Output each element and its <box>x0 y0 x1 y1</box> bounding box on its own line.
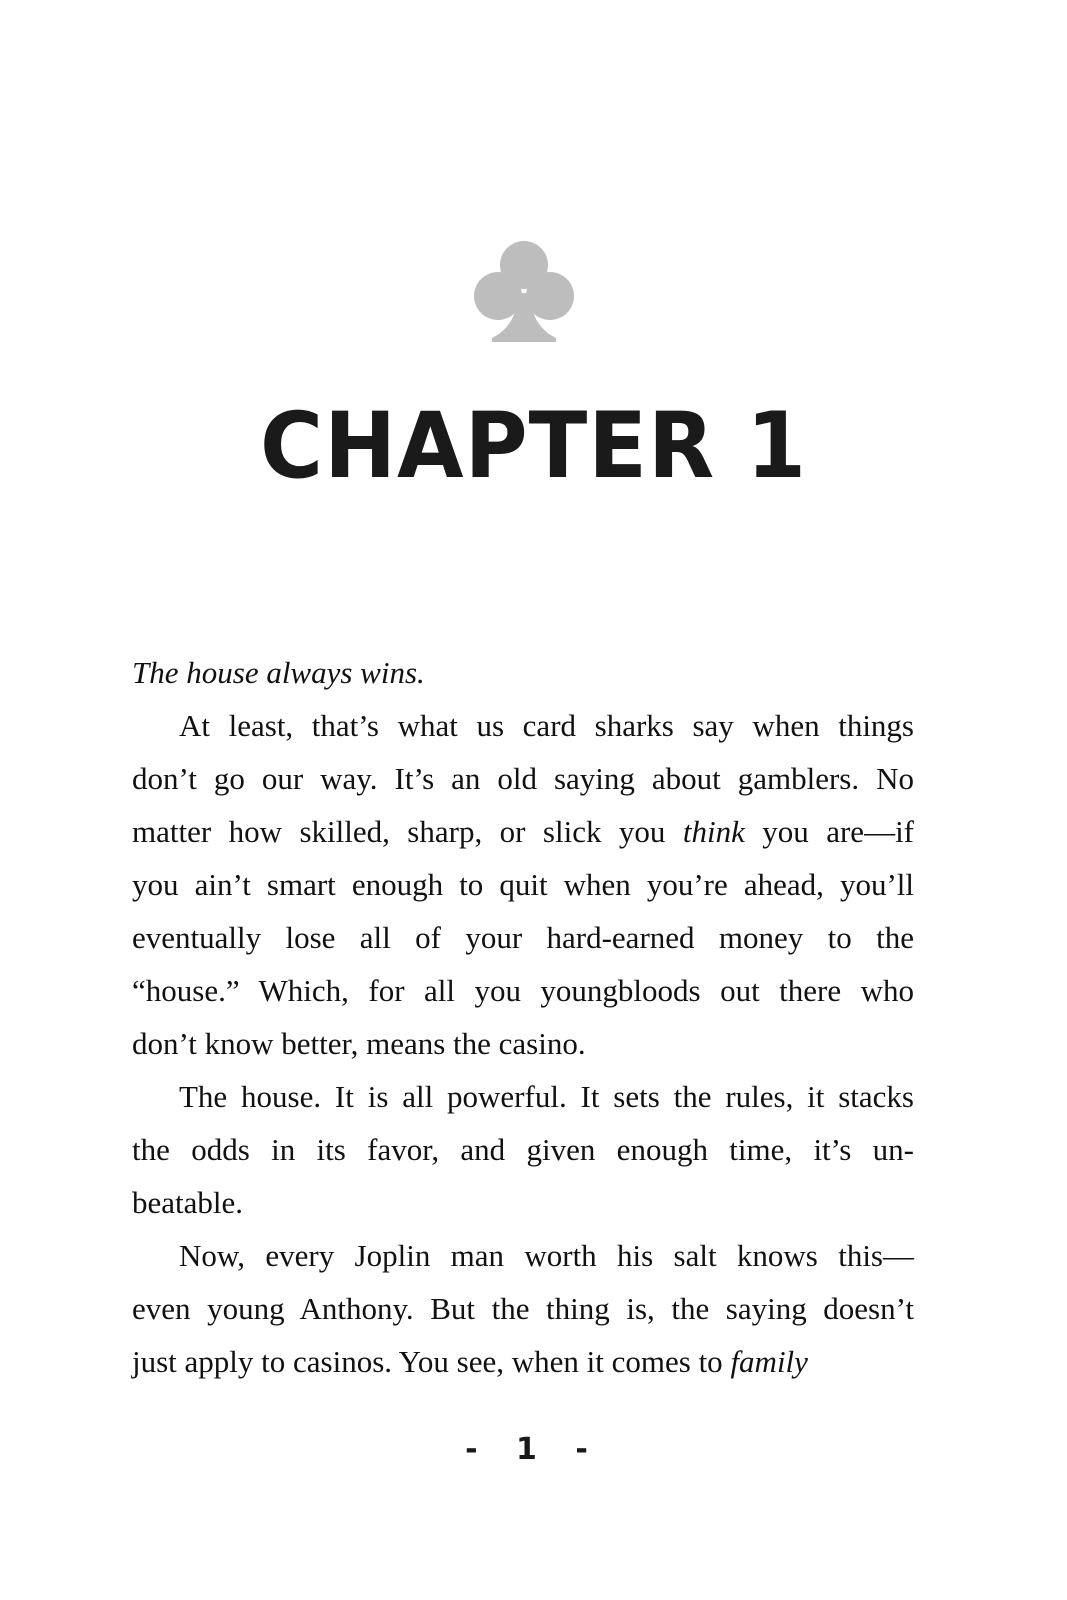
text-line <box>132 805 914 858</box>
page-number: - 1 - <box>465 1432 602 1467</box>
chapter-title: CHAPTER 1 <box>259 393 808 500</box>
text-line: don’t know better, means the casino. <box>132 1026 586 1061</box>
text-line: even young Anthony. But the thing is, the saying doesn’t <box>132 1291 914 1326</box>
text-line: eventually lose all of your hard-earned money to the <box>132 920 914 955</box>
chapter-body-text <box>132 646 914 1388</box>
text-fragment: matter how skilled, sharp, or slick you <box>132 814 683 849</box>
text-fragment: just apply to casinos. You see, when it comes to <box>132 1344 731 1379</box>
club-suit-icon <box>474 238 574 342</box>
text-line: don’t go our way. It’s an old saying about gamblers. No <box>132 761 914 796</box>
text-fragment: you are—if <box>744 814 915 849</box>
epigraph-text: The house always wins. <box>132 655 425 690</box>
text-line: At least, that’s what us card sharks say when things <box>179 708 914 743</box>
emphasis-text: family <box>730 1344 808 1379</box>
text-line: Now, every Joplin man worth his salt knows this— <box>179 1238 914 1273</box>
emphasis-text: think <box>682 814 745 849</box>
text-line: The house. It is all powerful. It sets the rules, it stacks <box>179 1079 914 1114</box>
epigraph <box>132 646 914 699</box>
text-line <box>132 1335 914 1388</box>
text-line: beatable. <box>132 1185 244 1220</box>
text-line: the odds in its favor, and given enough time, it’s un- <box>132 1132 914 1167</box>
text-line: “house.” Which, for all you youngbloods out there who <box>132 973 914 1008</box>
text-line: you ain’t smart enough to quit when you’re ahead, you’ll <box>132 867 914 902</box>
